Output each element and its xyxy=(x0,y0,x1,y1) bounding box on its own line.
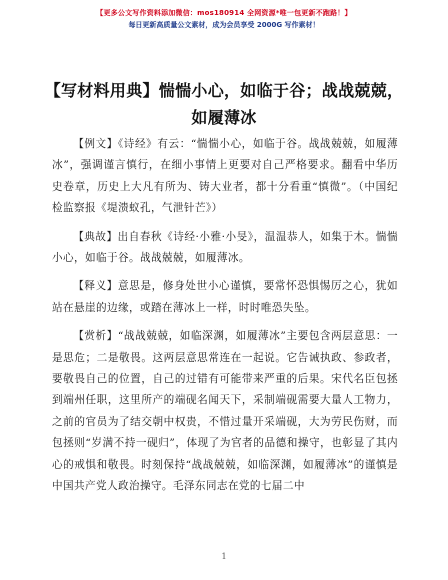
document-body xyxy=(52,134,398,505)
paragraph-text: 《诗经》有云：“惴惴小心，如临于谷。战战兢兢，如履薄冰”，强调谨言慎行，在细小事情上更要对自己严格要求。翻看中华历史卷章，历史上大凡有所为、铸大业者，都十分看重“慎微”。（中国纪检监察报《堤溃蚁孔，气泄针芒》） xyxy=(52,138,398,215)
paragraph-text: 出自春秋《诗经·小雅·小旻》，温温恭人，如集于木。惴惴小心，如临于谷。战战兢兢，如履薄冰。 xyxy=(52,230,398,265)
paragraph-text: 意思是，修身处世小心谨慎，要常怀恐惧惕厉之心，犹如站在悬崖的边缘，或踏在薄冰上一样，时时唯恐失坠。 xyxy=(52,280,399,314)
paragraph-example xyxy=(52,134,398,220)
paragraph-allusion xyxy=(52,227,398,270)
paragraph-tag: 【赏析】 xyxy=(73,330,118,343)
paragraph-appreciation xyxy=(52,326,398,497)
paragraph-tag: 【释义】 xyxy=(73,280,119,293)
promo-banner xyxy=(0,8,448,30)
paragraph-tag: 【典故】 xyxy=(73,230,118,243)
page-number: 1 xyxy=(221,552,227,561)
paragraph-tag: 【例文】 xyxy=(73,138,118,150)
promo-banner-line-1: 【更多公文写作资料添加微信：mos180914 全网资源*唯一包更新不跑路！】 xyxy=(96,9,352,17)
promo-banner-line-2: 每日更新高质量公文素材，成为会员享受 2000G 写作素材！ xyxy=(128,21,320,29)
paragraph-meaning xyxy=(52,276,398,319)
document-title: 【写材料用典】惴惴小心，如临于谷；战战兢兢，如履薄冰 xyxy=(44,81,404,127)
paragraph-text: “战战兢兢，如临深渊，如履薄冰”主要包含两层意思：一是思危；二是敬畏。这两层意思常连在一起说。它告诫执政、参政者，要敬畏自己的位置，自己的过错有可能带来严重的后果。宋代名臣包拯到端州任职，这里所产的端砚名闻天下，采制端砚需要大量人工物力，之前的官员为了结交朝中权贵，不惜过量开采端砚，大为劳民伤财，而包拯则“岁满不持一砚归”，体现了为官者的品德和操守，也彰显了其内心的戒惧和敬畏。时刻保持“战战兢兢，如临深渊，如履薄冰”的谨慎是中国共产党人政治操守。毛泽东同志在党的七届二中 xyxy=(52,330,398,493)
